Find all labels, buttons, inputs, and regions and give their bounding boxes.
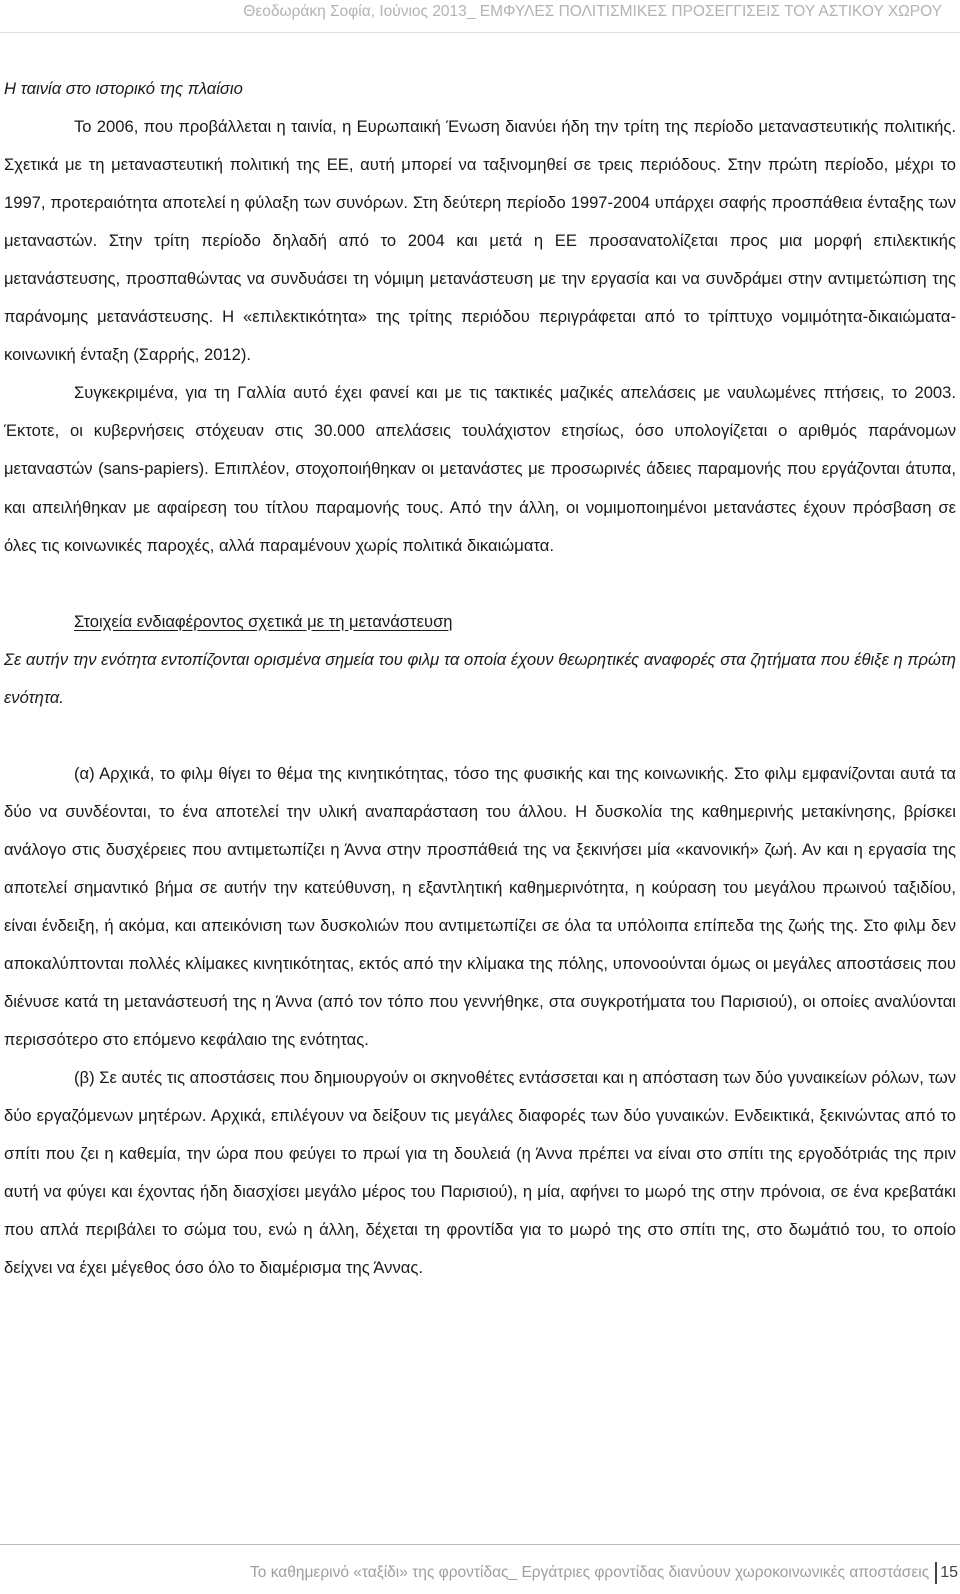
section-title-text: Στοιχεία ενδιαφέροντος σχετικά με τη μετανάστευση: [74, 611, 453, 631]
footer-title: Το καθημερινό «ταξίδι» της φροντίδας_ Εργάτριες φροντίδας διανύουν χωροκοινωνικές αποστάσεις: [250, 1564, 930, 1581]
footer-divider: [0, 1544, 960, 1545]
section-heading-film-context: Η ταινία στο ιστορικό της πλαίσιο: [4, 79, 243, 98]
section-heading-migration: [4, 603, 956, 641]
running-footer: [250, 1562, 958, 1584]
page-number: 15: [935, 1562, 958, 1584]
spacer: [4, 565, 956, 603]
header-divider: [0, 32, 960, 33]
paragraph-france-deportations: Συγκεκριμένα, για τη Γαλλία αυτό έχει φανεί και με τις τακτικές μαζικές απελάσεις με ναυλωμένες πτήσεις, το 2003. Έκτοτε, οι κυβερνήσεις στόχευαν στις 30.000 απελάσεις τουλάχιστον ετησίως, όσο υπολογίζεται ο αριθμός παράνομων μεταναστών (sans-papiers). Επιπλέον, στοχοποιήθηκαν οι μετανάστες με προσωρινές άδειες παραμονής που εργάζονται άτυπα, και απειλήθηκαν με αφαίρεση του τίτλου παραμονής τους. Από την άλλη, οι νομιμοποιημένοι μετανάστες έχουν πρόσβαση σε όλες τις κοινωνικές παροχές, αλλά παραμένουν χωρίς πολιτικά δικαιώματα.: [4, 383, 956, 555]
running-header: Θεοδωράκη Σοφία, Ιούνιος 2013_ ΕΜΦΥΛΕΣ ΠΟΛΙΤΙΣΜΙΚΕΣ ΠΡΟΣΕΓΓΙΣΕΙΣ ΤΟΥ ΑΣΤΙΚΟΥ ΧΩΡΟΥ: [243, 3, 942, 20]
paragraph-eu-migration-policy: Το 2006, που προβάλλεται η ταινία, η Ευρωπαική Ένωση διανύει ήδη την τρίτη της περίοδο μεταναστευτικής πολιτικής. Σχετικά με τη μεταναστευτική πολιτική της ΕΕ, αυτή μπορεί να ταξινομηθεί σε τρεις περιόδους. Στην πρώτη περίοδο, μέχρι το 1997, προτεραιότητα αποτελεί η φύλαξη των συνόρων. Στη δεύτερη περίοδο 1997-2004 υπάρχει σαφής προσπάθεια ένταξης των μεταναστών. Στην τρίτη περίοδο δηλαδή από το 2004 και μετά η ΕΕ προσανατολίζεται προς μια μορφή επιλεκτικής μετανάστευσης, προσπαθώντας να συνδυάσει τη νόμιμη μετανάστευση με την εργασία και να συνδράμει στην αντιμετώπιση της παράνομης μετανάστευσης. Η «επιλεκτικότητα» της τρίτης περιόδου περιγράφεται από το τρίπτυχο νομιμότητα-δικαιώματα-κοινωνική ένταξη (Σαρρής, 2012).: [4, 117, 956, 365]
paragraph-section-intro: Σε αυτήν την ενότητα εντοπίζονται ορισμένα σημεία του φιλμ τα οποία έχουν θεωρητικές αναφορές στα ζητήματα που έθιξε η πρώτη ενότητα.: [4, 649, 956, 707]
document-body: [4, 70, 956, 1287]
paragraph-mobility: (α) Αρχικά, το φιλμ θίγει το θέμα της κινητικότητας, τόσο της φυσικής και της κοινωνικής. Στο φιλμ εμφανίζονται αυτά τα δύο να συνδέονται, το ένα αποτελεί την υλική αναπαράσταση του άλλου. Η δυσκολία της καθημερινής μετακίνησης, βρίσκει ανάλογο στις δυσχέρειες που αντιμετωπίζει η Άννα στην προσπάθειά της να ξεκινήσει μία «κανονική» ζωή. Αν και η εργασία της αποτελεί σημαντικό βήμα σε αυτήν την κατεύθυνση, η εξαντλητική καθημερινότητα, η κούραση του μεγάλου πρωινού ταξιδίου, είναι ένδειξη, ή ακόμα, και απεικόνιση των δυσκολιών που αντιμετωπίζει σε όλα τα υπόλοιπα επίπεδα της ζωής της. Στο φιλμ δεν αποκαλύπτονται πολλές κλίμακες κινητικότητας, εκτός από την κλίμακα της πόλης, υπονοούνται όμως οι μεγάλες αποστάσεις που διένυσε κατά τη μετανάστευσή της η Άννα (από τον τόπο που γεννήθηκε, στα συγκροτήματα του Παρισιού), οι οποίες αναλύονται περισσότερο στο επόμενο κεφάλαιο της ενότητας.: [4, 763, 956, 1050]
spacer: [4, 717, 956, 755]
paragraph-distances: (β) Σε αυτές τις αποστάσεις που δημιουργούν οι σκηνοθέτες εντάσσεται και η απόσταση των δύο γυναικείων ρόλων, των δύο εργαζόμενων μητέρων. Αρχικά, επιλέγουν να δείξουν τις μεγάλες διαφορές των δύο γυναικών. Ενδεικτικά, ξεκινώντας από το σπίτι που ζει η καθεμία, την ώρα που φεύγει το πρωί για τη δουλειά (η Άννα πρέπει να είναι στο σπίτι της εργοδότριάς της πριν αυτή να φύγει και έχοντας ήδη διασχίσει μεγάλο μέρος του Παρισιού), η μία, αφήνει το μωρό της στην πρόνοια, σε ένα κρεβατάκι που απλά περιβάλει το σώμα του, ενώ η άλλη, δέχεται τη φροντίδα για το μωρό της στο σπίτι της, στο δωμάτιό του, το οποίο δείχνει να έχει μέγεθος όσο όλο το διαμέρισμα της Άννας.: [4, 1068, 956, 1278]
